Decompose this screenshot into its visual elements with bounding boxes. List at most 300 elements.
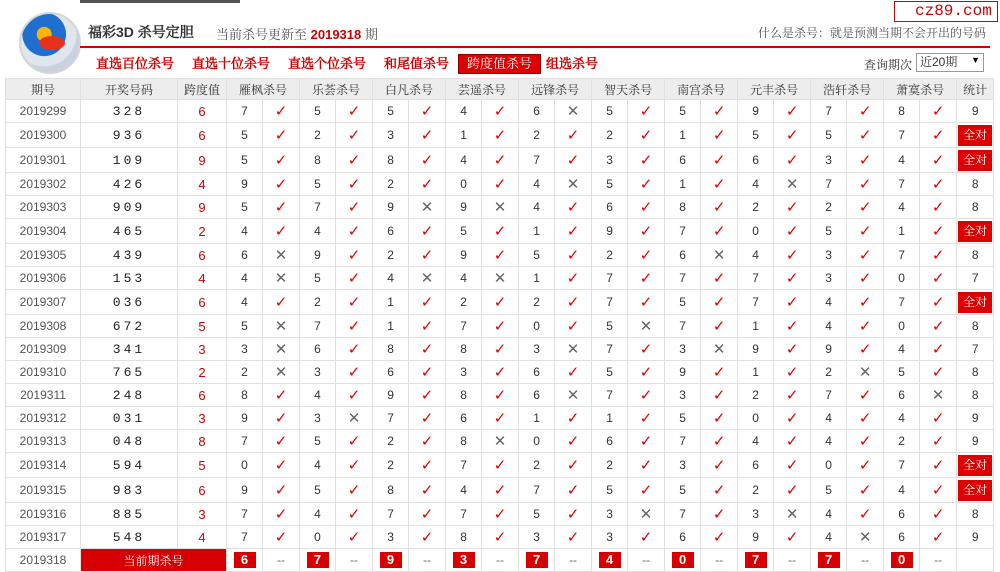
table-row: [6, 173, 994, 196]
kill-number-cell: 5: [665, 100, 701, 123]
check-mark-icon: ✓: [701, 219, 738, 244]
kill-number-cell: 2: [884, 430, 920, 453]
table-row: [6, 196, 994, 219]
period-cell: 2019305: [6, 244, 81, 267]
kill-number-cell: 7: [373, 503, 409, 526]
placeholder-cell: --: [701, 549, 738, 572]
check-mark-icon: ✓: [263, 196, 300, 219]
col-header: 乐荟杀号: [300, 79, 373, 100]
check-mark-icon: ✓: [482, 148, 519, 173]
stat-cell: 9: [957, 430, 994, 453]
check-mark-icon: ✓: [847, 219, 884, 244]
kill-number-cell: 6: [665, 148, 701, 173]
kill-number-cell: 2: [373, 453, 409, 478]
check-mark-icon: ✓: [701, 148, 738, 173]
check-mark-icon: ✓: [628, 430, 665, 453]
kill-number-cell: 5: [592, 173, 628, 196]
placeholder-cell: --: [336, 549, 373, 572]
check-mark-icon: ✓: [263, 478, 300, 503]
cross-mark-icon: ✕: [263, 267, 300, 290]
check-mark-icon: ✓: [774, 148, 811, 173]
check-mark-icon: ✓: [774, 244, 811, 267]
check-mark-icon: ✓: [263, 173, 300, 196]
kill-number-cell: 7: [738, 290, 774, 315]
kill-number-cell: 8: [665, 196, 701, 219]
kill-number-cell: 4: [227, 219, 263, 244]
cross-mark-icon: ✕: [920, 384, 957, 407]
check-mark-icon: ✓: [920, 148, 957, 173]
kill-number-cell: 5: [300, 478, 336, 503]
check-mark-icon: ✓: [555, 361, 592, 384]
table-row: [6, 315, 994, 338]
cross-mark-icon: ✕: [847, 361, 884, 384]
menu-item-group[interactable]: 组选杀号: [546, 56, 599, 71]
period-cell: 2019300: [6, 123, 81, 148]
update-suffix: 期: [364, 27, 378, 42]
kill-number-cell: 4: [446, 267, 482, 290]
kill-number-cell: 5: [446, 219, 482, 244]
kill-number-cell: 0: [884, 267, 920, 290]
check-mark-icon: ✓: [409, 123, 446, 148]
cross-mark-icon: ✕: [701, 338, 738, 361]
period-cell: 2019310: [6, 361, 81, 384]
check-mark-icon: ✓: [774, 361, 811, 384]
kill-number-cell: 7: [592, 290, 628, 315]
kill-number-cell: 0: [738, 407, 774, 430]
kill-number-cell: 5: [300, 100, 336, 123]
site-link[interactable]: cz89.com: [894, 1, 998, 22]
check-mark-icon: ✓: [409, 478, 446, 503]
kill-number-cell: 2: [373, 173, 409, 196]
current-kill-cell: [227, 549, 263, 572]
kill-number-cell: 0: [227, 453, 263, 478]
check-mark-icon: ✓: [555, 196, 592, 219]
kill-number-cell: 4: [884, 338, 920, 361]
stat-cell: 8: [957, 196, 994, 219]
check-mark-icon: ✓: [628, 526, 665, 549]
check-mark-icon: ✓: [555, 430, 592, 453]
check-mark-icon: ✓: [920, 526, 957, 549]
kill-number-cell: 3: [592, 503, 628, 526]
check-mark-icon: ✓: [628, 244, 665, 267]
cross-mark-icon: ✕: [555, 384, 592, 407]
check-mark-icon: ✓: [920, 267, 957, 290]
kill-number-cell: 1: [738, 361, 774, 384]
check-mark-icon: ✓: [920, 407, 957, 430]
cross-mark-icon: ✕: [847, 526, 884, 549]
cross-mark-icon: ✕: [555, 338, 592, 361]
menu-item-span-active[interactable]: 跨度值杀号: [458, 54, 541, 74]
check-mark-icon: ✓: [701, 361, 738, 384]
check-mark-icon: ✓: [847, 338, 884, 361]
kill-number-cell: 8: [373, 338, 409, 361]
col-header: 期号: [6, 79, 81, 100]
kill-number-cell: 4: [811, 315, 847, 338]
kill-number-cell: 7: [300, 315, 336, 338]
menu-item-sum-tail[interactable]: 和尾值杀号: [384, 56, 450, 71]
kill-number-cell: 7: [227, 430, 263, 453]
kill-number-cell: 3: [373, 123, 409, 148]
kill-number-cell: 6: [884, 384, 920, 407]
kill-number-cell: 6: [665, 526, 701, 549]
check-mark-icon: ✓: [628, 148, 665, 173]
current-kill-value: 0: [672, 552, 694, 568]
kill-number-cell: 3: [811, 267, 847, 290]
kill-number-cell: 9: [738, 100, 774, 123]
winning-number-cell: 983: [81, 478, 178, 503]
kill-number-cell: 4: [738, 244, 774, 267]
kill-number-cell: 3: [227, 338, 263, 361]
check-mark-icon: ✓: [701, 453, 738, 478]
kill-number-cell: 1: [592, 407, 628, 430]
check-mark-icon: ✓: [336, 478, 373, 503]
kill-number-cell: 9: [446, 196, 482, 219]
cross-mark-icon: ✕: [263, 361, 300, 384]
stat-cell: [957, 549, 994, 572]
kill-number-cell: 5: [592, 100, 628, 123]
kill-number-cell: 9: [446, 244, 482, 267]
check-mark-icon: ✓: [409, 290, 446, 315]
check-mark-icon: ✓: [555, 219, 592, 244]
check-mark-icon: ✓: [774, 430, 811, 453]
check-mark-icon: ✓: [701, 196, 738, 219]
kill-number-cell: 9: [738, 526, 774, 549]
check-mark-icon: ✓: [847, 244, 884, 267]
check-mark-icon: ✓: [336, 267, 373, 290]
period-cell: 2019304: [6, 219, 81, 244]
kill-number-cell: 6: [373, 219, 409, 244]
kill-number-cell: 4: [300, 219, 336, 244]
kill-number-cell: 7: [300, 196, 336, 219]
cross-mark-icon: ✕: [482, 267, 519, 290]
table-row: [6, 219, 994, 244]
check-mark-icon: ✓: [774, 453, 811, 478]
check-mark-icon: ✓: [920, 100, 957, 123]
check-mark-icon: ✓: [409, 453, 446, 478]
check-mark-icon: ✓: [409, 315, 446, 338]
check-mark-icon: ✓: [628, 361, 665, 384]
kill-number-cell: 5: [665, 407, 701, 430]
kill-number-cell: 1: [519, 407, 555, 430]
check-mark-icon: ✓: [847, 267, 884, 290]
check-mark-icon: ✓: [336, 244, 373, 267]
kill-number-cell: 2: [738, 384, 774, 407]
kill-number-cell: 7: [884, 123, 920, 148]
current-kill-value: 7: [526, 552, 548, 568]
kill-number-cell: 7: [227, 526, 263, 549]
kill-number-cell: 7: [592, 338, 628, 361]
kill-number-cell: 5: [738, 123, 774, 148]
span-value-cell: 6: [178, 123, 227, 148]
kill-number-cell: 2: [592, 244, 628, 267]
kill-number-cell: 4: [300, 453, 336, 478]
check-mark-icon: ✓: [774, 315, 811, 338]
check-mark-icon: ✓: [482, 173, 519, 196]
winning-number-cell: 031: [81, 407, 178, 430]
table-row: [6, 148, 994, 173]
kill-number-cell: 1: [738, 315, 774, 338]
check-mark-icon: ✓: [409, 361, 446, 384]
menu-item-hundreds[interactable]: 直选百位杀号: [96, 56, 175, 71]
placeholder-cell: --: [555, 549, 592, 572]
current-kill-cell: [665, 549, 701, 572]
stat-cell: [957, 478, 994, 503]
winning-number-cell: 439: [81, 244, 178, 267]
cross-mark-icon: ✕: [263, 338, 300, 361]
check-mark-icon: ✓: [920, 453, 957, 478]
kill-number-cell: 7: [884, 453, 920, 478]
check-mark-icon: ✓: [774, 384, 811, 407]
kill-number-cell: 2: [519, 123, 555, 148]
table-row: [6, 123, 994, 148]
check-mark-icon: ✓: [482, 123, 519, 148]
span-value-cell: 6: [178, 478, 227, 503]
cross-mark-icon: ✕: [409, 196, 446, 219]
check-mark-icon: ✓: [701, 173, 738, 196]
check-mark-icon: ✓: [263, 407, 300, 430]
kill-number-cell: 1: [373, 290, 409, 315]
col-header: 智天杀号: [592, 79, 665, 100]
stat-cell: 8: [957, 244, 994, 267]
stat-cell: [957, 148, 994, 173]
menu-item-units[interactable]: 直选个位杀号: [288, 56, 367, 71]
cross-mark-icon: ✕: [555, 100, 592, 123]
placeholder-cell: --: [920, 549, 957, 572]
kill-number-cell: 4: [446, 478, 482, 503]
kill-number-cell: 6: [738, 453, 774, 478]
check-mark-icon: ✓: [701, 123, 738, 148]
period-cell: 2019301: [6, 148, 81, 173]
table-row: [6, 430, 994, 453]
kill-number-cell: 7: [227, 100, 263, 123]
check-mark-icon: ✓: [847, 478, 884, 503]
kill-number-cell: 8: [227, 384, 263, 407]
kill-number-cell: 9: [373, 196, 409, 219]
current-kill-value: 7: [818, 552, 840, 568]
span-value-cell: 5: [178, 315, 227, 338]
check-mark-icon: ✓: [336, 148, 373, 173]
stat-cell: [957, 290, 994, 315]
current-kill-value: 7: [307, 552, 329, 568]
check-mark-icon: ✓: [847, 315, 884, 338]
kill-number-cell: 5: [373, 100, 409, 123]
chevron-down-icon[interactable]: ▼: [971, 55, 980, 65]
winning-number-cell: 109: [81, 148, 178, 173]
check-mark-icon: ✓: [701, 100, 738, 123]
table-row: [6, 407, 994, 430]
kill-number-cell: 1: [446, 123, 482, 148]
winning-number-cell: 885: [81, 503, 178, 526]
check-mark-icon: ✓: [336, 123, 373, 148]
update-info: [216, 24, 378, 43]
kill-number-cell: 3: [665, 338, 701, 361]
col-header: 萧寞杀号: [884, 79, 957, 100]
check-mark-icon: ✓: [920, 315, 957, 338]
kill-number-cell: 2: [227, 361, 263, 384]
check-mark-icon: ✓: [336, 219, 373, 244]
check-mark-icon: ✓: [482, 503, 519, 526]
check-mark-icon: ✓: [336, 290, 373, 315]
check-mark-icon: ✓: [409, 173, 446, 196]
current-kill-cell: [811, 549, 847, 572]
kill-number-cell: 4: [811, 290, 847, 315]
period-cell: 2019315: [6, 478, 81, 503]
winning-number-cell: 548: [81, 526, 178, 549]
kill-number-cell: 6: [884, 503, 920, 526]
period-cell: 2019308: [6, 315, 81, 338]
check-mark-icon: ✓: [774, 219, 811, 244]
current-kill-cell: [373, 549, 409, 572]
menu-item-tens[interactable]: 直选十位杀号: [192, 56, 271, 71]
kill-number-cell: 3: [811, 148, 847, 173]
kill-number-cell: 8: [300, 148, 336, 173]
update-prefix: 当前杀号更新至: [216, 27, 308, 42]
check-mark-icon: ✓: [263, 100, 300, 123]
span-value-cell: 4: [178, 173, 227, 196]
check-mark-icon: ✓: [847, 123, 884, 148]
kill-number-cell: 3: [665, 453, 701, 478]
placeholder-cell: --: [847, 549, 884, 572]
table-row: [6, 526, 994, 549]
current-kill-cell: [519, 549, 555, 572]
placeholder-cell: --: [409, 549, 446, 572]
kill-number-cell: 5: [300, 267, 336, 290]
stat-cell: 8: [957, 384, 994, 407]
kill-number-cell: 9: [665, 361, 701, 384]
check-mark-icon: ✓: [847, 196, 884, 219]
col-header: 开奖号码: [81, 79, 178, 100]
kill-number-cell: 0: [519, 315, 555, 338]
kill-number-cell: 4: [738, 173, 774, 196]
kill-number-cell: 6: [446, 407, 482, 430]
col-header: 统计: [957, 79, 994, 100]
kill-number-cell: 4: [884, 196, 920, 219]
span-value-cell: 5: [178, 453, 227, 478]
kill-number-cell: 5: [300, 173, 336, 196]
kill-number-cell: 6: [373, 361, 409, 384]
col-header: 远锋杀号: [519, 79, 592, 100]
check-mark-icon: ✓: [482, 244, 519, 267]
span-value-cell: 9: [178, 196, 227, 219]
cross-mark-icon: ✕: [555, 173, 592, 196]
span-value-cell: 6: [178, 100, 227, 123]
table-row: [6, 503, 994, 526]
winning-number-cell: 672: [81, 315, 178, 338]
kill-number-cell: 3: [592, 148, 628, 173]
check-mark-icon: ✓: [263, 148, 300, 173]
check-mark-icon: ✓: [555, 267, 592, 290]
col-header: 南宫杀号: [665, 79, 738, 100]
kill-number-cell: 4: [446, 100, 482, 123]
stat-cell: 9: [957, 100, 994, 123]
kill-number-cell: 3: [811, 244, 847, 267]
kill-number-cell: 5: [519, 503, 555, 526]
all-correct-badge: 全对: [958, 455, 992, 476]
kill-number-cell: 8: [446, 384, 482, 407]
kill-number-cell: 3: [738, 503, 774, 526]
check-mark-icon: ✓: [774, 478, 811, 503]
check-mark-icon: ✓: [920, 430, 957, 453]
current-kill-value: 3: [453, 552, 475, 568]
current-kill-label: 当前期杀号: [81, 549, 227, 572]
kill-number-cell: 3: [300, 361, 336, 384]
stat-cell: 8: [957, 315, 994, 338]
kill-number-cell: 6: [592, 196, 628, 219]
check-mark-icon: ✓: [336, 503, 373, 526]
check-mark-icon: ✓: [482, 338, 519, 361]
winning-number-cell: 048: [81, 430, 178, 453]
period-select[interactable]: 近20期: [916, 53, 984, 72]
period-cell: 2019307: [6, 290, 81, 315]
check-mark-icon: ✓: [701, 526, 738, 549]
check-mark-icon: ✓: [847, 290, 884, 315]
table-row: [6, 338, 994, 361]
col-header: 元丰杀号: [738, 79, 811, 100]
check-mark-icon: ✓: [920, 196, 957, 219]
kill-number-cell: 4: [300, 384, 336, 407]
cross-mark-icon: ✕: [774, 503, 811, 526]
kill-number-cell: 1: [519, 267, 555, 290]
kill-number-cell: 7: [884, 290, 920, 315]
current-period-row: [6, 549, 994, 572]
kill-number-table: [5, 78, 994, 572]
top-bar: [80, 0, 240, 3]
check-mark-icon: ✓: [555, 407, 592, 430]
check-mark-icon: ✓: [482, 407, 519, 430]
check-mark-icon: ✓: [701, 478, 738, 503]
kill-number-cell: 7: [811, 173, 847, 196]
check-mark-icon: ✓: [482, 290, 519, 315]
winning-number-cell: 036: [81, 290, 178, 315]
kill-number-cell: 3: [373, 526, 409, 549]
check-mark-icon: ✓: [482, 100, 519, 123]
all-correct-badge: 全对: [958, 221, 992, 242]
cross-mark-icon: ✕: [701, 244, 738, 267]
all-correct-badge: 全对: [958, 125, 992, 146]
check-mark-icon: ✓: [920, 290, 957, 315]
period-cell: 2019302: [6, 173, 81, 196]
check-mark-icon: ✓: [482, 315, 519, 338]
table-row: [6, 267, 994, 290]
lottery-ball-logo-icon: [19, 12, 81, 74]
cross-mark-icon: ✕: [774, 173, 811, 196]
kill-number-cell: 2: [738, 478, 774, 503]
kill-number-cell: 2: [811, 196, 847, 219]
check-mark-icon: ✓: [409, 384, 446, 407]
kill-number-cell: 5: [227, 123, 263, 148]
kill-number-cell: 5: [227, 148, 263, 173]
check-mark-icon: ✓: [701, 384, 738, 407]
check-mark-icon: ✓: [409, 219, 446, 244]
check-mark-icon: ✓: [409, 338, 446, 361]
check-mark-icon: ✓: [263, 219, 300, 244]
winning-number-cell: 341: [81, 338, 178, 361]
table-row: [6, 244, 994, 267]
kill-number-cell: 6: [665, 244, 701, 267]
kill-number-cell: 5: [519, 244, 555, 267]
check-mark-icon: ✓: [628, 478, 665, 503]
kill-number-cell: 5: [592, 478, 628, 503]
period-cell: 2019299: [6, 100, 81, 123]
stat-cell: [957, 453, 994, 478]
check-mark-icon: ✓: [701, 267, 738, 290]
check-mark-icon: ✓: [628, 338, 665, 361]
period-cell: 2019317: [6, 526, 81, 549]
kill-number-cell: 6: [519, 100, 555, 123]
table-row: [6, 290, 994, 315]
kill-number-cell: 2: [592, 123, 628, 148]
kill-number-cell: 8: [373, 148, 409, 173]
